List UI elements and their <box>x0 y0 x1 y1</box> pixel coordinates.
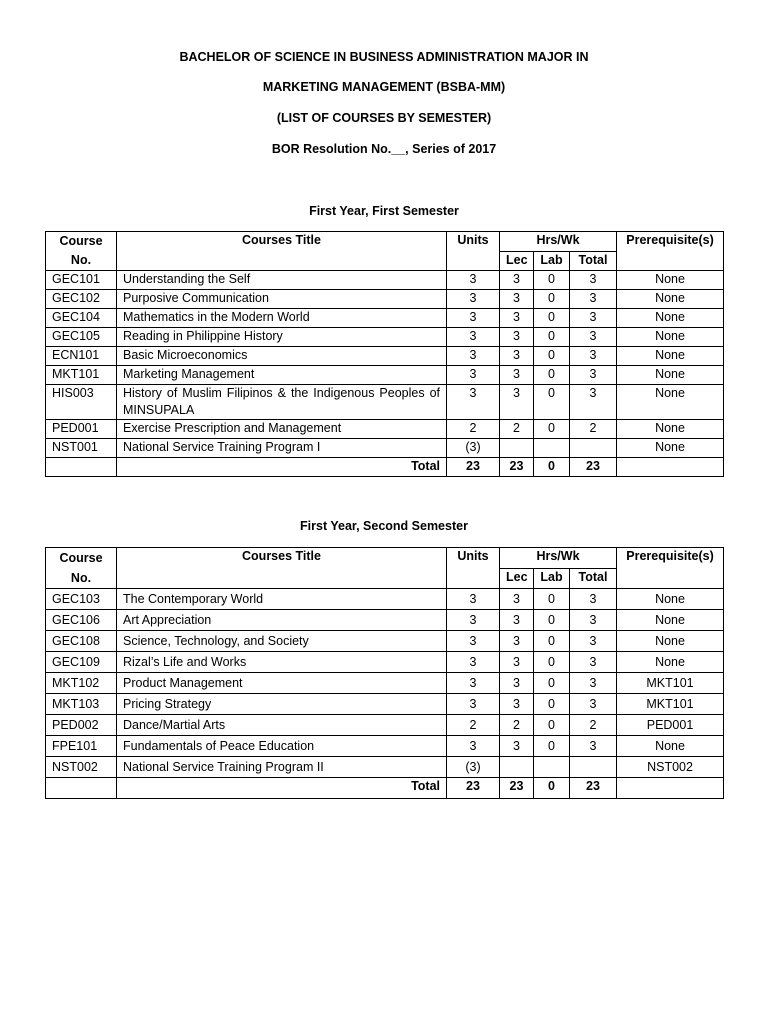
course-total-hours: 3 <box>570 328 617 347</box>
course-total-hours: 3 <box>570 652 617 673</box>
course-units: 3 <box>447 652 500 673</box>
course-lab: 0 <box>534 309 570 328</box>
semester2-table <box>45 547 724 799</box>
semester1-rows <box>46 271 724 458</box>
course-prerequisite: None <box>617 420 724 439</box>
course-total-hours: 3 <box>570 347 617 366</box>
course-lec: 3 <box>500 366 534 385</box>
header-lec: Lec <box>500 252 534 271</box>
course-code: NST002 <box>46 757 117 778</box>
course-lab <box>534 757 570 778</box>
header-lec: Lec <box>500 569 534 589</box>
header-prerequisites: Prerequisite(s) <box>617 548 724 589</box>
course-units: 3 <box>447 736 500 757</box>
course-lec: 3 <box>500 694 534 715</box>
course-code: GEC104 <box>46 309 117 328</box>
course-title: Dance/Martial Arts <box>117 715 447 736</box>
course-prerequisite: None <box>617 309 724 328</box>
course-lab: 0 <box>534 736 570 757</box>
semester2-rows <box>46 589 724 778</box>
course-total-hours: 3 <box>570 385 617 420</box>
course-title: Marketing Management <box>117 366 447 385</box>
course-prerequisite: None <box>617 290 724 309</box>
course-prerequisite: None <box>617 652 724 673</box>
header-course-no: Course No. <box>46 232 117 271</box>
table-row <box>46 290 724 309</box>
course-title: History of Muslim Filipinos & the Indigenous Peoples of MINSUPALA <box>117 385 447 420</box>
course-title: National Service Training Program II <box>117 757 447 778</box>
header-course-no: Course No. <box>46 548 117 589</box>
total-hours: 23 <box>570 778 617 799</box>
course-lec: 3 <box>500 309 534 328</box>
course-lec: 3 <box>500 290 534 309</box>
table-row <box>46 366 724 385</box>
course-lab: 0 <box>534 610 570 631</box>
course-code: GEC103 <box>46 589 117 610</box>
course-units: 3 <box>447 631 500 652</box>
header-lab: Lab <box>534 569 570 589</box>
course-title: Science, Technology, and Society <box>117 631 447 652</box>
table-row <box>46 385 724 420</box>
document-title-line-1: BACHELOR OF SCIENCE IN BUSINESS ADMINISTRATION MAJOR IN <box>179 50 589 64</box>
course-lab: 0 <box>534 366 570 385</box>
course-code: MKT101 <box>46 366 117 385</box>
course-code: FPE101 <box>46 736 117 757</box>
course-units: 3 <box>447 366 500 385</box>
total-hours: 23 <box>570 458 617 477</box>
course-lab: 0 <box>534 694 570 715</box>
course-prerequisite: None <box>617 347 724 366</box>
course-prerequisite: PED001 <box>617 715 724 736</box>
header-hrs-wk: Hrs/Wk <box>500 548 617 569</box>
header-hrs-wk: Hrs/Wk <box>500 232 617 252</box>
course-total-hours: 3 <box>570 271 617 290</box>
course-prerequisite: None <box>617 610 724 631</box>
header-lab: Lab <box>534 252 570 271</box>
course-units: 3 <box>447 309 500 328</box>
course-code: PED001 <box>46 420 117 439</box>
course-title: National Service Training Program I <box>117 439 447 458</box>
total-lec: 23 <box>500 458 534 477</box>
course-lab: 0 <box>534 631 570 652</box>
course-total-hours: 2 <box>570 715 617 736</box>
table-row <box>46 673 724 694</box>
course-lec: 3 <box>500 736 534 757</box>
table-row <box>46 610 724 631</box>
course-code: GEC109 <box>46 652 117 673</box>
total-units: 23 <box>447 778 500 799</box>
course-units: (3) <box>447 757 500 778</box>
course-lab: 0 <box>534 673 570 694</box>
course-title: Art Appreciation <box>117 610 447 631</box>
course-title: Purposive Communication <box>117 290 447 309</box>
course-lec: 3 <box>500 347 534 366</box>
course-prerequisite: None <box>617 385 724 420</box>
course-total-hours <box>570 439 617 458</box>
course-units: 3 <box>447 610 500 631</box>
course-code: GEC102 <box>46 290 117 309</box>
course-title: Pricing Strategy <box>117 694 447 715</box>
total-lab: 0 <box>534 458 570 477</box>
course-lec: 2 <box>500 420 534 439</box>
table-row <box>46 439 724 458</box>
course-lec: 2 <box>500 715 534 736</box>
course-lec: 3 <box>500 610 534 631</box>
course-units: 3 <box>447 271 500 290</box>
course-lec: 3 <box>500 673 534 694</box>
table-row <box>46 589 724 610</box>
course-total-hours: 3 <box>570 290 617 309</box>
course-units: 2 <box>447 420 500 439</box>
course-lab: 0 <box>534 420 570 439</box>
header-course-title: Courses Title <box>117 548 447 589</box>
course-code: GEC106 <box>46 610 117 631</box>
course-lab <box>534 439 570 458</box>
header-course-title: Courses Title <box>117 232 447 271</box>
course-title: Fundamentals of Peace Education <box>117 736 447 757</box>
table-row <box>46 271 724 290</box>
document-title-line-2: MARKETING MANAGEMENT (BSBA-MM) <box>262 80 506 94</box>
course-lec: 3 <box>500 631 534 652</box>
semester2-total-row <box>46 778 724 799</box>
table-row <box>46 328 724 347</box>
total-label: Total <box>117 458 447 477</box>
course-total-hours: 3 <box>570 366 617 385</box>
course-title: Rizal’s Life and Works <box>117 652 447 673</box>
course-lab: 0 <box>534 347 570 366</box>
course-code: PED002 <box>46 715 117 736</box>
header-units: Units <box>447 232 500 271</box>
course-units: 3 <box>447 385 500 420</box>
course-title: Exercise Prescription and Management <box>117 420 447 439</box>
course-prerequisite: None <box>617 589 724 610</box>
table-row <box>46 347 724 366</box>
course-code: GEC105 <box>46 328 117 347</box>
table-row <box>46 757 724 778</box>
course-code: MKT102 <box>46 673 117 694</box>
document-subtitle: (LIST OF COURSES BY SEMESTER) <box>276 111 492 125</box>
course-code: NST001 <box>46 439 117 458</box>
course-code: HIS003 <box>46 385 117 420</box>
course-title: Product Management <box>117 673 447 694</box>
course-lec <box>500 757 534 778</box>
header-units: Units <box>447 548 500 589</box>
course-lab: 0 <box>534 715 570 736</box>
course-title: Basic Microeconomics <box>117 347 447 366</box>
course-prerequisite: None <box>617 631 724 652</box>
course-prerequisite: MKT101 <box>617 673 724 694</box>
course-prerequisite: None <box>617 328 724 347</box>
table-row <box>46 420 724 439</box>
course-units: 3 <box>447 328 500 347</box>
course-lec: 3 <box>500 589 534 610</box>
total-lab: 0 <box>534 778 570 799</box>
course-prerequisite: None <box>617 366 724 385</box>
course-lab: 0 <box>534 652 570 673</box>
table-row <box>46 736 724 757</box>
course-total-hours: 3 <box>570 309 617 328</box>
course-prerequisite: MKT101 <box>617 694 724 715</box>
course-lab: 0 <box>534 589 570 610</box>
header-total: Total <box>570 569 617 589</box>
course-title: Reading in Philippine History <box>117 328 447 347</box>
semester1-title: First Year, First Semester <box>309 204 459 218</box>
course-code: GEC108 <box>46 631 117 652</box>
table-row <box>46 715 724 736</box>
course-lec <box>500 439 534 458</box>
course-units: 2 <box>447 715 500 736</box>
course-units: 3 <box>447 694 500 715</box>
semester1-table <box>45 231 724 477</box>
course-total-hours: 3 <box>570 736 617 757</box>
course-lab: 0 <box>534 271 570 290</box>
total-label: Total <box>117 778 447 799</box>
table-row <box>46 309 724 328</box>
header-total: Total <box>570 252 617 271</box>
course-lab: 0 <box>534 290 570 309</box>
table-row <box>46 652 724 673</box>
course-total-hours: 3 <box>570 694 617 715</box>
table-row <box>46 694 724 715</box>
course-lec: 3 <box>500 652 534 673</box>
course-code: MKT103 <box>46 694 117 715</box>
course-units: 3 <box>447 290 500 309</box>
header-prerequisites: Prerequisite(s) <box>617 232 724 271</box>
course-lec: 3 <box>500 385 534 420</box>
course-title: Mathematics in the Modern World <box>117 309 447 328</box>
course-lec: 3 <box>500 271 534 290</box>
course-units: 3 <box>447 589 500 610</box>
semester1-total-row <box>46 458 724 477</box>
course-total-hours <box>570 757 617 778</box>
course-title: The Contemporary World <box>117 589 447 610</box>
course-units: 3 <box>447 673 500 694</box>
course-total-hours: 3 <box>570 610 617 631</box>
course-lab: 0 <box>534 328 570 347</box>
semester2-title: First Year, Second Semester <box>300 519 468 533</box>
course-title: Understanding the Self <box>117 271 447 290</box>
course-prerequisite: None <box>617 271 724 290</box>
total-units: 23 <box>447 458 500 477</box>
course-lec: 3 <box>500 328 534 347</box>
course-units: (3) <box>447 439 500 458</box>
course-total-hours: 3 <box>570 631 617 652</box>
table-row <box>46 631 724 652</box>
course-code: GEC101 <box>46 271 117 290</box>
course-total-hours: 2 <box>570 420 617 439</box>
course-total-hours: 3 <box>570 673 617 694</box>
course-prerequisite: None <box>617 439 724 458</box>
total-lec: 23 <box>500 778 534 799</box>
course-code: ECN101 <box>46 347 117 366</box>
course-lab: 0 <box>534 385 570 420</box>
resolution-line: BOR Resolution No.__, Series of 2017 <box>271 142 497 156</box>
course-units: 3 <box>447 347 500 366</box>
course-total-hours: 3 <box>570 589 617 610</box>
course-prerequisite: None <box>617 736 724 757</box>
course-prerequisite: NST002 <box>617 757 724 778</box>
